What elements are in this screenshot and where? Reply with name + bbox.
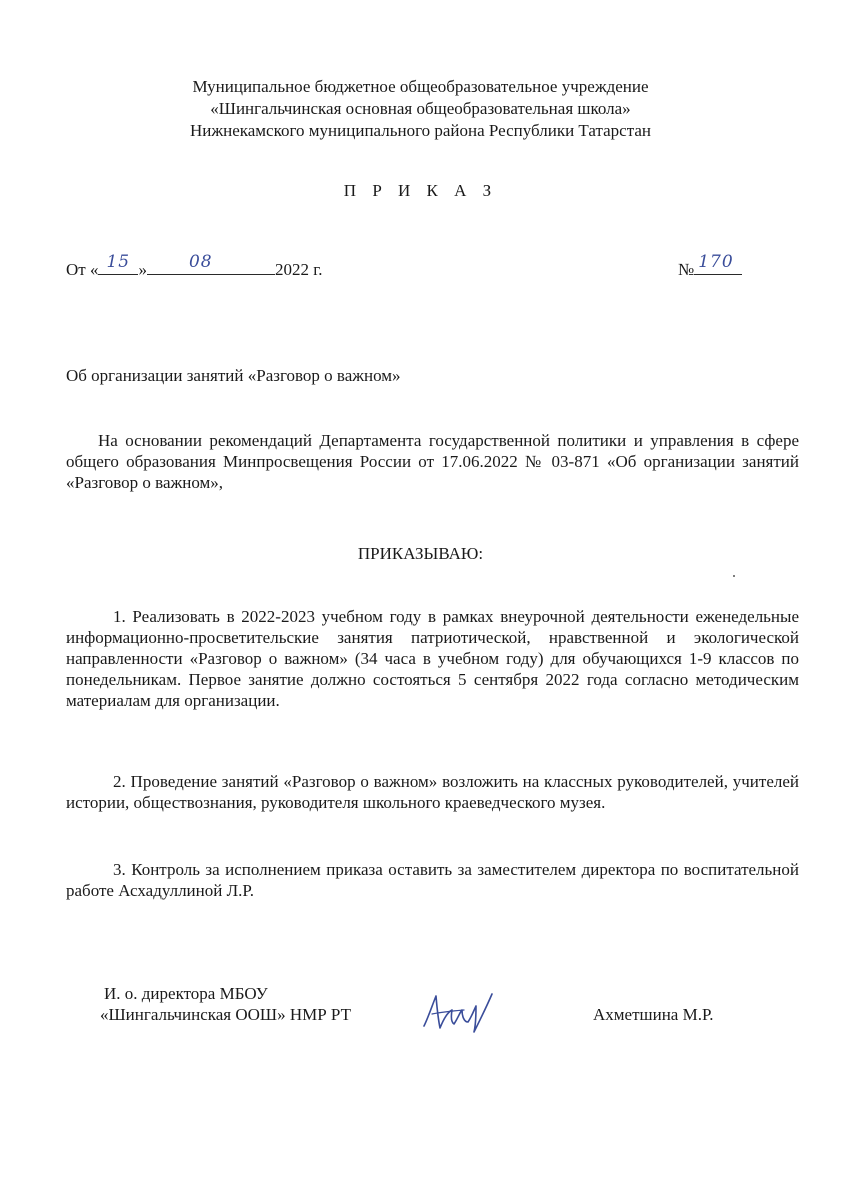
signer-position-line1: И. о. директора МБОУ	[104, 984, 268, 1003]
handwritten-day: 15	[106, 252, 131, 272]
number-blank	[694, 252, 742, 275]
basis-paragraph: На основании рекомендаций Департамента государственной политики и управления в сфере общего образования Минпросвещения России от 17.06.2022 № 03-871 «Об организации занятий «Разговор о важном»,	[66, 431, 799, 492]
date-mid: »	[138, 260, 147, 279]
date-prefix: От «	[66, 260, 99, 279]
organization-name: Муниципальное бюджетное общеобразовательное учреждение	[192, 77, 649, 96]
date-year: 2022 г.	[274, 260, 323, 279]
district-name: Нижнекамского муниципального района Республики Татарстан	[189, 121, 652, 140]
order-item-1: 1. Реализовать в 2022-2023 учебном году в рамках внеурочной деятельности еженедельные информационно-просветительские занятия патриотической, нравственной и экологической направленности «Разговор о важном» (34 часа в учебном году) для обучающихся 1-9 классов по понедельникам. Первое занятие должно состояться 5 сентября 2022 года согласно методическим материалам для организации.	[66, 607, 799, 710]
number-sign: №	[678, 260, 695, 279]
document-title: П Р И К А З	[343, 181, 498, 200]
document-header	[0, 76, 841, 142]
order-item-2: 2. Проведение занятий «Разговор о важном» возложить на классных руководителей, учителей истории, обществознания, руководителя школьного краеведческого музея.	[66, 772, 799, 812]
day-blank	[98, 252, 138, 275]
handwritten-signature	[418, 988, 498, 1036]
month-blank	[147, 252, 275, 275]
order-word: ПРИКАЗЫВАЮ:	[357, 544, 484, 563]
order-subject: Об организации занятий «Разговор о важном»	[66, 366, 401, 385]
handwritten-month: 08	[188, 252, 213, 272]
school-name: «Шингальчинская основная общеобразовательная школа»	[210, 99, 631, 118]
scan-dot	[733, 575, 735, 577]
date-line	[66, 252, 323, 280]
signer-position-line2: «Шингальчинская ООШ» НМР РТ	[100, 1005, 351, 1024]
signer-name: Ахметшина М.Р.	[593, 1005, 714, 1024]
order-number-line	[678, 252, 742, 280]
handwritten-number: 170	[698, 252, 734, 272]
order-item-3: 3. Контроль за исполнением приказа оставить за заместителем директора по воспитательной работе Асхадуллиной Л.Р.	[66, 860, 799, 900]
